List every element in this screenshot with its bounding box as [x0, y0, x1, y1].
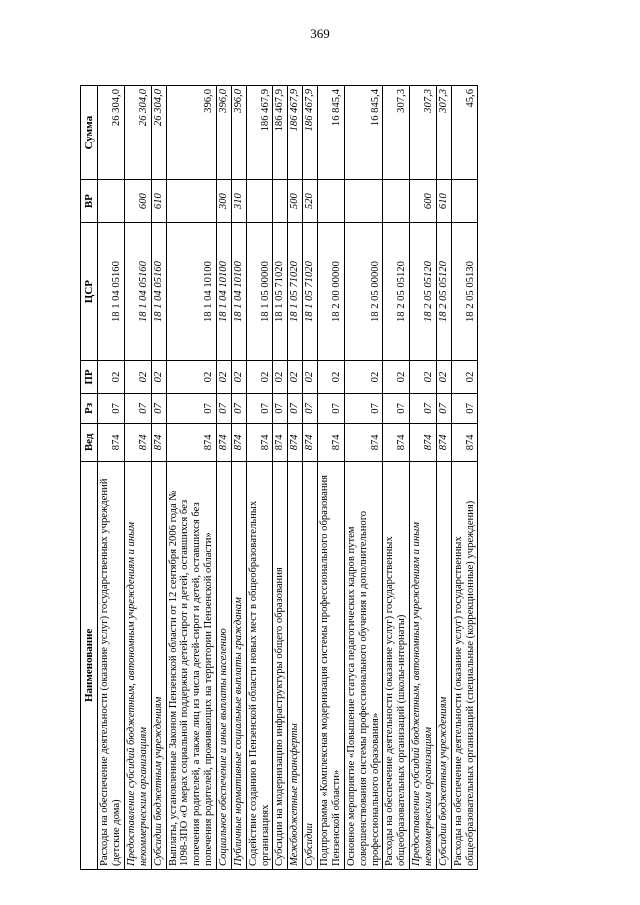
cell-csr: 18 2 05 05130 — [451, 222, 478, 360]
table-row — [436, 86, 451, 870]
cell-vr: 520 — [303, 180, 318, 223]
cell-rz: 07 — [231, 393, 246, 423]
table-row — [318, 86, 345, 870]
cell-rz: 07 — [166, 393, 216, 423]
cell-sum: 396,0 — [166, 86, 216, 180]
table-body — [98, 86, 478, 870]
cell-pr: 02 — [344, 361, 383, 394]
cell-rz: 07 — [344, 393, 383, 423]
cell-rz: 07 — [151, 393, 166, 423]
cell-sum: 16 845,4 — [318, 86, 345, 180]
table-row — [151, 86, 166, 870]
cell-pr: 02 — [246, 361, 273, 394]
cell-vr: 600 — [410, 180, 437, 223]
cell-name: Содействие созданию в Пензенской области новых мест в общеобразовательных организациях — [246, 461, 273, 869]
cell-name: Публичные нормативные социальные выплаты гражданам — [231, 461, 246, 869]
cell-name: Предоставление субсидий бюджетным, автономным учреждениям и иным некоммерческим организациям — [410, 461, 437, 869]
table-row — [303, 86, 318, 870]
table-row — [288, 86, 303, 870]
cell-csr: 18 1 04 05160 — [125, 222, 152, 360]
table-header-row — [81, 86, 98, 870]
cell-rz: 07 — [288, 393, 303, 423]
cell-pr: 02 — [410, 361, 437, 394]
cell-name: Предоставление субсидий бюджетным, автономным учреждениям и иным некоммерческим организациям — [125, 461, 152, 869]
table-row — [410, 86, 437, 870]
cell-pr: 02 — [451, 361, 478, 394]
cell-name: Межбюджетные трансферты — [288, 461, 303, 869]
cell-sum: 307,3 — [410, 86, 437, 180]
cell-pr: 02 — [125, 361, 152, 394]
cell-sum: 307,3 — [436, 86, 451, 180]
table-row — [231, 86, 246, 870]
header-vr: ВР — [81, 180, 98, 223]
cell-vr: 500 — [288, 180, 303, 223]
header-ved: Вед — [81, 423, 98, 461]
cell-vr — [318, 180, 345, 223]
cell-ved: 874 — [318, 423, 345, 461]
table-row — [246, 86, 273, 870]
cell-name: Основное мероприятие «Повышение статуса педагогических кадров путем совершенствования системы профессионального обучения и дополнительного профессионального образования» — [344, 461, 383, 869]
cell-vr: 310 — [231, 180, 246, 223]
cell-ved: 874 — [273, 423, 288, 461]
cell-name: Социальное обеспечение и иные выплаты населению — [217, 461, 232, 869]
rotated-table-container — [80, 85, 540, 870]
cell-pr: 02 — [151, 361, 166, 394]
cell-ved: 874 — [383, 423, 410, 461]
cell-ved: 874 — [98, 423, 125, 461]
cell-csr: 18 1 05 71020 — [303, 222, 318, 360]
table-row — [344, 86, 383, 870]
table-row — [383, 86, 410, 870]
cell-pr: 02 — [273, 361, 288, 394]
cell-pr: 02 — [303, 361, 318, 394]
cell-rz: 07 — [318, 393, 345, 423]
cell-vr — [166, 180, 216, 223]
cell-sum: 26 304,0 — [151, 86, 166, 180]
cell-sum: 186 467,9 — [303, 86, 318, 180]
cell-ved: 874 — [246, 423, 273, 461]
cell-ved: 874 — [217, 423, 232, 461]
cell-csr: 18 1 04 05160 — [151, 222, 166, 360]
table-row — [98, 86, 125, 870]
header-csr: ЦСР — [81, 222, 98, 360]
table-row — [273, 86, 288, 870]
cell-csr: 18 1 04 05160 — [98, 222, 125, 360]
cell-vr — [383, 180, 410, 223]
header-rz: Рз — [81, 393, 98, 423]
cell-ved: 874 — [151, 423, 166, 461]
cell-ved: 874 — [231, 423, 246, 461]
cell-name: Подпрограмма «Комплексная модернизация системы профессионального образования Пензенской области» — [318, 461, 345, 869]
cell-sum: 307,3 — [383, 86, 410, 180]
cell-ved: 874 — [451, 423, 478, 461]
cell-ved: 874 — [288, 423, 303, 461]
cell-sum: 26 304,0 — [98, 86, 125, 180]
cell-vr: 610 — [436, 180, 451, 223]
cell-ved: 874 — [410, 423, 437, 461]
cell-sum: 186 467,9 — [246, 86, 273, 180]
page-number: 369 — [310, 26, 330, 41]
cell-rz: 07 — [125, 393, 152, 423]
cell-ved: 874 — [436, 423, 451, 461]
cell-vr: 610 — [151, 180, 166, 223]
cell-vr — [98, 180, 125, 223]
cell-vr: 600 — [125, 180, 152, 223]
cell-pr: 02 — [231, 361, 246, 394]
cell-pr: 02 — [436, 361, 451, 394]
cell-sum: 396,0 — [231, 86, 246, 180]
cell-csr: 18 1 04 10100 — [217, 222, 232, 360]
table-row — [166, 86, 216, 870]
cell-sum: 186 467,9 — [288, 86, 303, 180]
cell-sum: 26 304,0 — [125, 86, 152, 180]
cell-rz: 07 — [383, 393, 410, 423]
cell-vr: 300 — [217, 180, 232, 223]
cell-ved: 874 — [125, 423, 152, 461]
cell-ved: 874 — [344, 423, 383, 461]
cell-name: Расходы на обеспечение деятельности (оказание услуг) государственных общеобразовательных организаций (школы-интернаты) — [383, 461, 410, 869]
cell-sum: 186 467,9 — [273, 86, 288, 180]
cell-rz: 07 — [410, 393, 437, 423]
cell-sum: 396,0 — [217, 86, 232, 180]
cell-name: Расходы на обеспечение деятельности (оказание услуг) государственных учреждений (детские дома) — [98, 461, 125, 869]
header-pr: ПР — [81, 361, 98, 394]
cell-sum: 16 845,4 — [344, 86, 383, 180]
cell-rz: 07 — [273, 393, 288, 423]
cell-csr: 18 2 05 05120 — [436, 222, 451, 360]
cell-rz: 07 — [436, 393, 451, 423]
cell-name: Расходы на обеспечение деятельности (оказание услуг) государственных общеобразовательных организаций (специальные (коррекционные) учреждения) — [451, 461, 478, 869]
cell-csr: 18 2 05 00000 — [344, 222, 383, 360]
cell-rz: 07 — [246, 393, 273, 423]
cell-csr: 18 1 04 10100 — [231, 222, 246, 360]
cell-pr: 02 — [288, 361, 303, 394]
cell-pr: 02 — [217, 361, 232, 394]
table-row — [217, 86, 232, 870]
cell-vr — [451, 180, 478, 223]
cell-csr: 18 1 05 00000 — [246, 222, 273, 360]
cell-pr: 02 — [166, 361, 216, 394]
cell-pr: 02 — [318, 361, 345, 394]
cell-csr: 18 1 05 71020 — [273, 222, 288, 360]
cell-csr: 18 1 05 71020 — [288, 222, 303, 360]
table-row — [451, 86, 478, 870]
cell-csr: 18 2 05 05120 — [410, 222, 437, 360]
header-name: Наименование — [81, 461, 98, 869]
cell-vr — [344, 180, 383, 223]
cell-csr: 18 2 00 00000 — [318, 222, 345, 360]
cell-pr: 02 — [98, 361, 125, 394]
budget-table — [80, 85, 478, 870]
cell-name: Субсидии бюджетным учреждениям — [436, 461, 451, 869]
cell-vr — [246, 180, 273, 223]
cell-rz: 07 — [303, 393, 318, 423]
cell-name: Субсидии на модернизацию инфраструктуры общего образования — [273, 461, 288, 869]
cell-sum: 45,6 — [451, 86, 478, 180]
cell-ved: 874 — [166, 423, 216, 461]
header-sum: Сумма — [81, 86, 98, 180]
cell-ved: 874 — [303, 423, 318, 461]
cell-name: Субсидии — [303, 461, 318, 869]
cell-rz: 07 — [217, 393, 232, 423]
table-row — [125, 86, 152, 870]
cell-rz: 07 — [98, 393, 125, 423]
cell-pr: 02 — [383, 361, 410, 394]
cell-name: Выплаты, установленные Законом Пензенской области от 12 сентября 2006 года № 1098-ЗПО «О мерах социальной поддержки детей-сирот и детей, оставшихся без попечения родителей, а также лиц из числа детей-сирот и детей, оставшихся без попечения родителей, проживающих на территории Пензенской области» — [166, 461, 216, 869]
cell-name: Субсидии бюджетным учреждениям — [151, 461, 166, 869]
cell-vr — [273, 180, 288, 223]
cell-csr: 18 1 04 10100 — [166, 222, 216, 360]
cell-rz: 07 — [451, 393, 478, 423]
cell-csr: 18 2 05 05120 — [383, 222, 410, 360]
